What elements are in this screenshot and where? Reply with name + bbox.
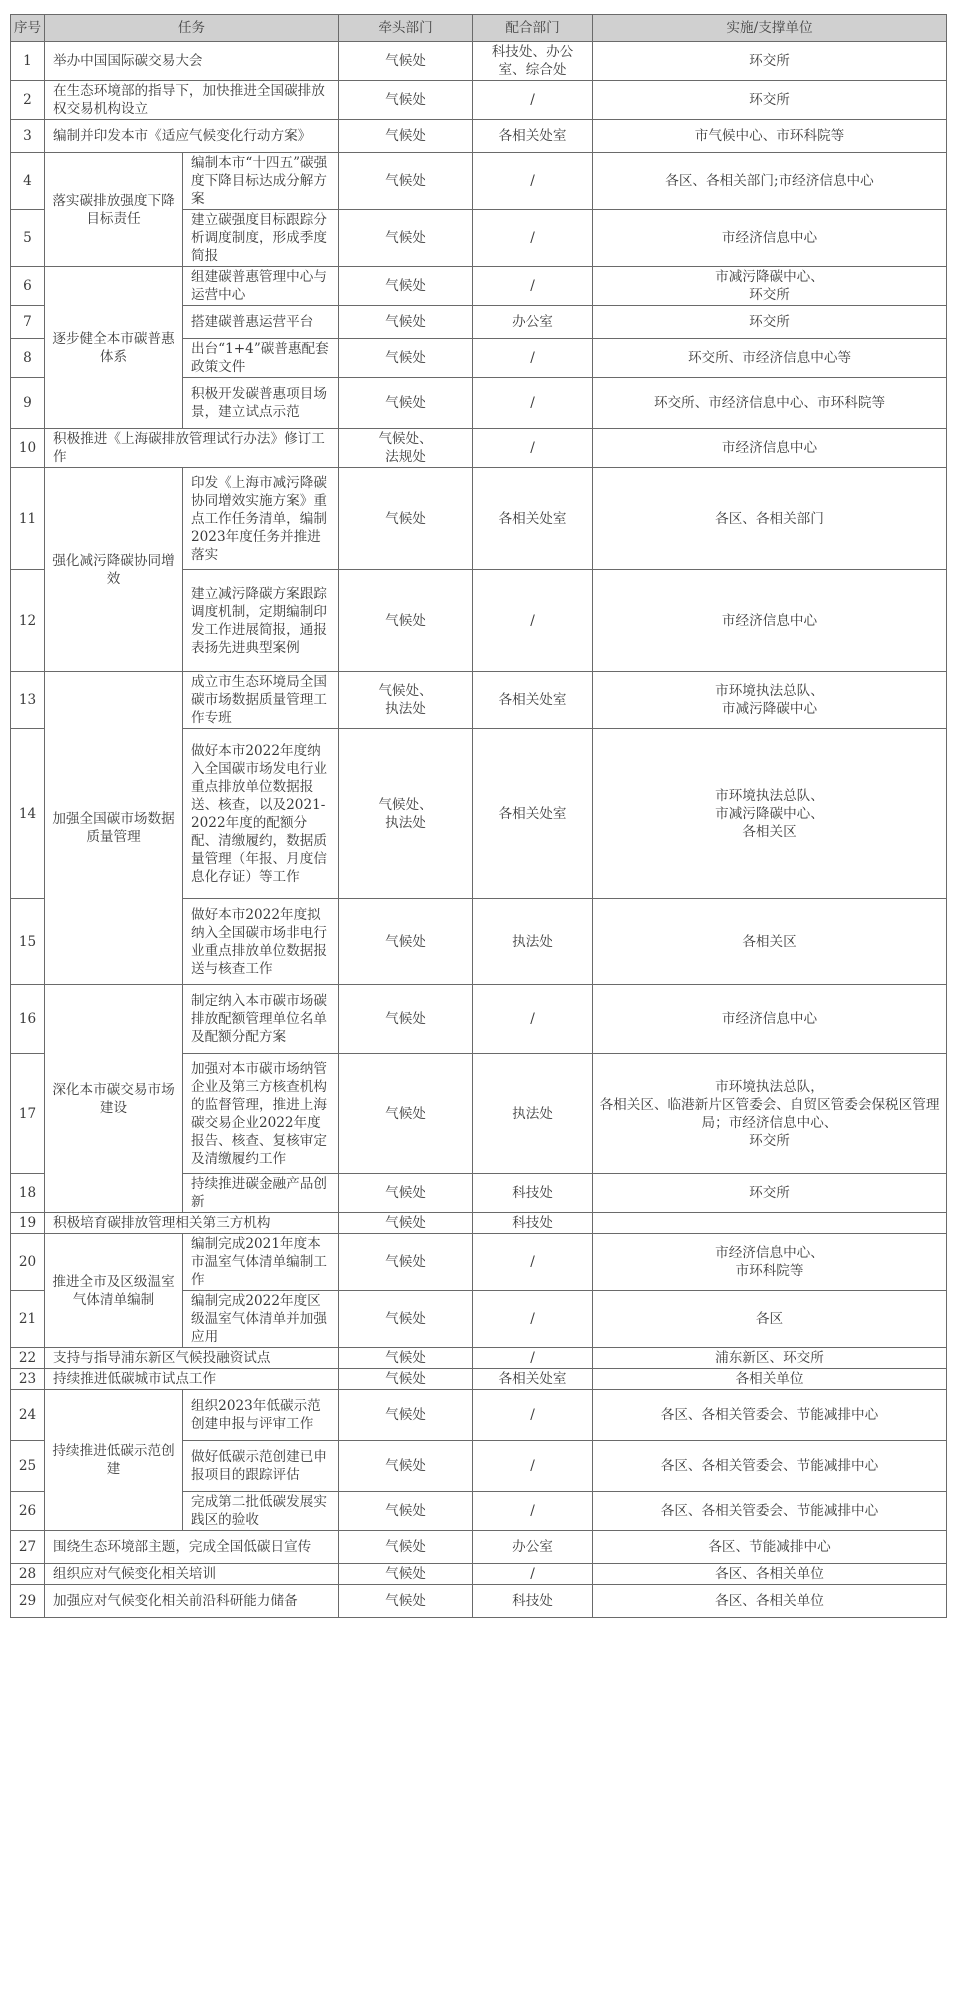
task-group: 落实碳排放强度下降目标责任 [45,153,183,267]
header-no: 序号 [11,15,45,42]
table-body [11,42,947,1618]
coop-dept: / [473,1291,593,1348]
table-row [11,120,947,153]
row-number: 24 [11,1390,45,1441]
impl-unit: 市环境执法总队、 市减污降碳中心 [593,672,947,729]
lead-dept: 气候处 [339,1564,473,1585]
task-cell: 持续推进低碳城市试点工作 [45,1369,339,1390]
row-number: 18 [11,1174,45,1213]
impl-unit: 各相关单位 [593,1369,947,1390]
task-group: 推进全市及区级温室气体清单编制 [45,1234,183,1348]
row-number: 20 [11,1234,45,1291]
coop-dept: / [473,1492,593,1531]
task-cell: 组织应对气候变化相关培训 [45,1564,339,1585]
impl-unit: 环交所 [593,1174,947,1213]
row-number: 12 [11,570,45,672]
table-row [11,1213,947,1234]
table-row [11,81,947,120]
coop-dept: / [473,985,593,1054]
task-cell: 编制完成2022年度区级温室气体清单并加强应用 [183,1291,339,1348]
table-row [11,1585,947,1618]
task-cell: 加强对本市碳市场纳管企业及第三方核查机构的监督管理，推进上海碳交易企业2022年度报告、核查、复核审定及清缴履约工作 [183,1054,339,1174]
coop-dept: 执法处 [473,899,593,985]
header-impl: 实施/支撑单位 [593,15,947,42]
coop-dept: / [473,570,593,672]
lead-dept: 气候处 [339,1390,473,1441]
row-number: 21 [11,1291,45,1348]
task-cell: 建立减污降碳方案跟踪调度机制，定期编制印发工作进展简报，通报表扬先进典型案例 [183,570,339,672]
impl-unit: 各区 [593,1291,947,1348]
impl-unit: 市减污降碳中心、 环交所 [593,267,947,306]
impl-unit: 各区、各相关单位 [593,1564,947,1585]
lead-dept: 气候处 [339,570,473,672]
header-task: 任务 [45,15,339,42]
coop-dept: / [473,153,593,210]
coop-dept: 各相关处室 [473,468,593,570]
lead-dept: 气候处 [339,267,473,306]
task-cell: 举办中国国际碳交易大会 [45,42,339,81]
coop-dept: / [473,1441,593,1492]
impl-unit: 市经济信息中心 [593,570,947,672]
task-cell: 做好本市2022年度拟纳入全国碳市场非电行业重点排放单位数据报送与核查工作 [183,899,339,985]
row-number: 7 [11,306,45,339]
header-row [11,15,947,42]
task-table-container [10,14,946,1618]
task-group: 持续推进低碳示范创建 [45,1390,183,1531]
task-cell: 搭建碳普惠运营平台 [183,306,339,339]
row-number: 9 [11,378,45,429]
row-number: 6 [11,267,45,306]
row-number: 22 [11,1348,45,1369]
lead-dept: 气候处 [339,378,473,429]
table-row [11,1531,947,1564]
lead-dept: 气候处 [339,1174,473,1213]
impl-unit: 各区、各相关管委会、节能减排中心 [593,1441,947,1492]
impl-unit: 各区、各相关单位 [593,1585,947,1618]
lead-dept: 气候处 [339,1348,473,1369]
row-number: 8 [11,339,45,378]
lead-dept: 气候处 [339,339,473,378]
lead-dept: 气候处 [339,985,473,1054]
lead-dept: 气候处 [339,153,473,210]
lead-dept: 气候处 [339,1234,473,1291]
row-number: 4 [11,153,45,210]
task-cell: 编制完成2021年度本市温室气体清单编制工作 [183,1234,339,1291]
row-number: 14 [11,729,45,899]
impl-unit: 市环境执法总队、 市减污降碳中心、 各相关区 [593,729,947,899]
lead-dept: 气候处 [339,468,473,570]
row-number: 29 [11,1585,45,1618]
impl-unit: 市经济信息中心、 市环科院等 [593,1234,947,1291]
coop-dept: 办公室 [473,1531,593,1564]
impl-unit: 环交所 [593,42,947,81]
row-number: 17 [11,1054,45,1174]
table-row [11,429,947,468]
coop-dept: / [473,1390,593,1441]
task-cell: 编制本市“十四五”碳强度下降目标达成分解方案 [183,153,339,210]
impl-unit: 市经济信息中心 [593,985,947,1054]
impl-unit: 环交所、市经济信息中心、市环科院等 [593,378,947,429]
lead-dept: 气候处 [339,120,473,153]
row-number: 3 [11,120,45,153]
row-number: 27 [11,1531,45,1564]
table-row [11,985,947,1054]
lead-dept: 气候处 [339,1369,473,1390]
lead-dept: 气候处、 执法处 [339,672,473,729]
coop-dept: 办公室 [473,306,593,339]
task-cell: 积极培育碳排放管理相关第三方机构 [45,1213,339,1234]
task-cell: 制定纳入本市碳市场碳排放配额管理单位名单及配额分配方案 [183,985,339,1054]
task-table [10,14,947,1618]
row-number: 26 [11,1492,45,1531]
lead-dept: 气候处 [339,899,473,985]
table-row [11,1564,947,1585]
row-number: 28 [11,1564,45,1585]
table-row [11,1348,947,1369]
task-group: 深化本市碳交易市场建设 [45,985,183,1213]
header-lead: 牵头部门 [339,15,473,42]
coop-dept: 科技处 [473,1174,593,1213]
row-number: 16 [11,985,45,1054]
header-coop: 配合部门 [473,15,593,42]
impl-unit: 环交所、市经济信息中心等 [593,339,947,378]
task-cell: 积极开发碳普惠项目场景，建立试点示范 [183,378,339,429]
task-cell: 组织2023年低碳示范创建申报与评审工作 [183,1390,339,1441]
task-cell: 成立市生态环境局全国碳市场数据质量管理工作专班 [183,672,339,729]
row-number: 2 [11,81,45,120]
coop-dept: 科技处 [473,1213,593,1234]
task-cell: 积极推进《上海碳排放管理试行办法》修订工作 [45,429,339,468]
row-number: 19 [11,1213,45,1234]
coop-dept: / [473,1234,593,1291]
coop-dept: / [473,378,593,429]
task-cell: 编制并印发本市《适应气候变化行动方案》 [45,120,339,153]
table-row [11,1369,947,1390]
coop-dept: 科技处 [473,1585,593,1618]
coop-dept: / [473,429,593,468]
table-row [11,468,947,570]
lead-dept: 气候处 [339,1213,473,1234]
table-row [11,1390,947,1441]
impl-unit: 浦东新区、环交所 [593,1348,947,1369]
lead-dept: 气候处 [339,1585,473,1618]
task-cell: 印发《上海市减污降碳协同增效实施方案》重点工作任务清单，编制2023年度任务并推进落实 [183,468,339,570]
coop-dept: / [473,210,593,267]
coop-dept: 科技处、办公室、综合处 [473,42,593,81]
impl-unit: 环交所 [593,306,947,339]
coop-dept: 执法处 [473,1054,593,1174]
coop-dept: / [473,267,593,306]
row-number: 10 [11,429,45,468]
task-cell: 出台“1+4”碳普惠配套政策文件 [183,339,339,378]
row-number: 25 [11,1441,45,1492]
impl-unit: 各区、节能减排中心 [593,1531,947,1564]
impl-unit: 市环境执法总队， 各相关区、临港新片区管委会、自贸区管委会保税区管理局；市经济信息中心、 环交所 [593,1054,947,1174]
impl-unit: 各相关区 [593,899,947,985]
table-row [11,267,947,306]
coop-dept: 各相关处室 [473,729,593,899]
coop-dept: 各相关处室 [473,120,593,153]
table-row [11,153,947,210]
coop-dept: / [473,81,593,120]
task-cell: 建立碳强度目标跟踪分析调度制度，形成季度简报 [183,210,339,267]
coop-dept: 各相关处室 [473,672,593,729]
task-cell: 在生态环境部的指导下，加快推进全国碳排放权交易机构设立 [45,81,339,120]
lead-dept: 气候处 [339,306,473,339]
row-number: 1 [11,42,45,81]
impl-unit: 环交所 [593,81,947,120]
lead-dept: 气候处 [339,1291,473,1348]
impl-unit: 市气候中心、市环科院等 [593,120,947,153]
task-group: 加强全国碳市场数据质量管理 [45,672,183,985]
coop-dept: / [473,1564,593,1585]
lead-dept: 气候处 [339,1492,473,1531]
task-cell: 做好低碳示范创建已申报项目的跟踪评估 [183,1441,339,1492]
table-row [11,42,947,81]
table-row [11,672,947,729]
lead-dept: 气候处 [339,42,473,81]
row-number: 15 [11,899,45,985]
task-cell: 持续推进碳金融产品创新 [183,1174,339,1213]
task-group: 逐步健全本市碳普惠体系 [45,267,183,429]
task-cell: 做好本市2022年度纳入全国碳市场发电行业重点排放单位数据报送、核查，以及2021-2022年度的配额分配、清缴履约，数据质量管理（年报、月度信息化存证）等工作 [183,729,339,899]
lead-dept: 气候处 [339,81,473,120]
impl-unit [593,1213,947,1234]
impl-unit: 各区、各相关管委会、节能减排中心 [593,1492,947,1531]
task-cell: 加强应对气候变化相关前沿科研能力储备 [45,1585,339,1618]
coop-dept: 各相关处室 [473,1369,593,1390]
lead-dept: 气候处、 执法处 [339,729,473,899]
row-number: 5 [11,210,45,267]
lead-dept: 气候处 [339,1054,473,1174]
lead-dept: 气候处 [339,210,473,267]
task-cell: 组建碳普惠管理中心与运营中心 [183,267,339,306]
row-number: 23 [11,1369,45,1390]
impl-unit: 市经济信息中心 [593,429,947,468]
lead-dept: 气候处 [339,1531,473,1564]
impl-unit: 市经济信息中心 [593,210,947,267]
impl-unit: 各区、各相关管委会、节能减排中心 [593,1390,947,1441]
task-cell: 支持与指导浦东新区气候投融资试点 [45,1348,339,1369]
table-row [11,1234,947,1291]
task-cell: 完成第二批低碳发展实践区的验收 [183,1492,339,1531]
row-number: 13 [11,672,45,729]
lead-dept: 气候处、 法规处 [339,429,473,468]
lead-dept: 气候处 [339,1441,473,1492]
impl-unit: 各区、各相关部门;市经济信息中心 [593,153,947,210]
coop-dept: / [473,339,593,378]
row-number: 11 [11,468,45,570]
impl-unit: 各区、各相关部门 [593,468,947,570]
task-cell: 围绕生态环境部主题，完成全国低碳日宣传 [45,1531,339,1564]
coop-dept: / [473,1348,593,1369]
task-group: 强化减污降碳协同增效 [45,468,183,672]
